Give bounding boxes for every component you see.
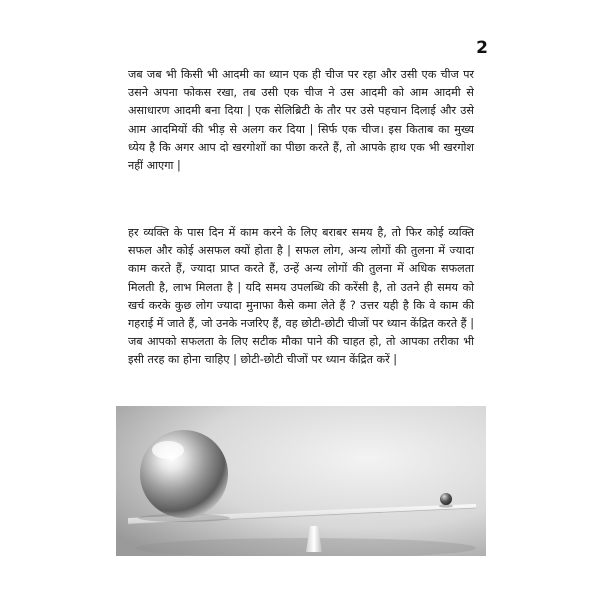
page-number: 2 [476,38,488,58]
large-sphere-highlight [152,441,184,459]
small-sphere [440,493,452,505]
paragraph-1: जब जब भी किसी भी आदमी का ध्यान एक ही चीज पर रहा और उसी एक चीज पर उसने अपना फोकस रखा, तब उसी एक चीज ने उस आदमी को आम आदमी से असाधारण आदमी बना दिया | एक सेलिब्रिटी के तौर पर उसे पहचान दिलाई और उसे आम आदमियों की भीड़ से अलग कर दिया | सिर्फ एक चीज। इस किताब का मुख्य ध्येय है कि अगर आप दो खरगोशों का पीछा करते हैं, तो आपके हाथ एक भी खरगोश नहीं आएगा | [128,68,474,173]
large-sphere [140,430,228,518]
balance-illustration-svg [116,406,486,556]
paragraph-2: हर व्यक्ति के पास दिन में काम करने के लिए बराबर समय है, तो फिर कोई व्यक्ति सफल और कोई असफल क्यों होता है | सफल लोग, अन्य लोगों की तुलना में ज्यादा काम करते हैं, ज्यादा प्राप्त करते हैं, उन्हें अन्य लोगों की तुलना में अधिक सफलता मिलती है, लाभ मिलता है | यदि समय उपलब्धि की करेंसी है, तो उतने ही समय को खर्च करके कुछ लोग ज्यादा मुनाफा कैसे कमा लेते हैं ? उत्तर यही है कि वे काम की गहराई में जाते हैं, जो उनके नजरिए हैं, वह छोटी-छोटी चीजों पर ध्यान केंद्रित करते हैं | जब आपको सफलता के लिए सटीक मौका पाने की चाहत हो, तो आपका तरीका भी इसी तरह का होना चाहिए | छोटी-छोटी चीजों पर ध्यान केंद्रित करें | [128,226,474,367]
balance-illustration [116,406,486,556]
